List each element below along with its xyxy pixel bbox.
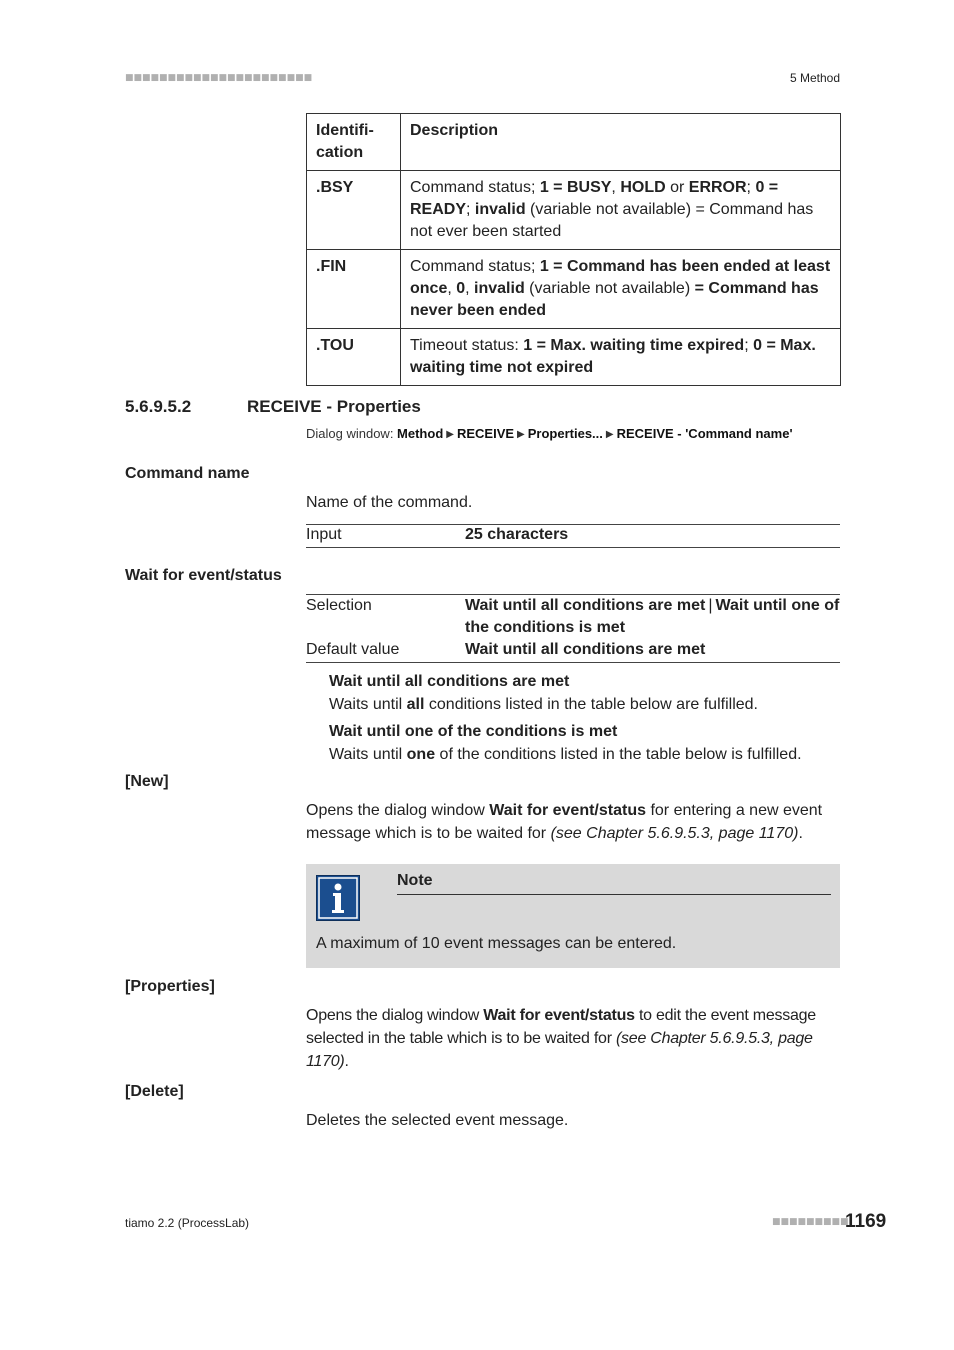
table-cell-description [401,329,841,386]
option-one-title: Wait until one of the conditions is met [329,723,618,740]
selection-option-1: Wait until all conditions are met [465,597,706,614]
text-fragment: , [465,280,475,297]
text-bold: = Command has never been ended [410,280,819,319]
text-fragment: conditions listed in the table below are fulfilled. [424,696,758,713]
dialog-path-prefix: Dialog window: [306,426,398,441]
text-bold: 0 [456,280,466,297]
text-bold: all [406,696,425,713]
selection-option-2: Wait until one of the conditions is met [465,597,840,636]
table-row [307,250,841,329]
text-fragment: . [798,825,803,842]
text-fragment: for entering a new event message which is to be waited for [306,802,823,842]
table-header-description: Description [401,114,841,171]
separator: | [708,597,713,614]
text-bold: 1 = Max. waiting time expired [523,337,745,354]
text-fragment: to edit the event message selected in the table which is to be waited for [306,1007,816,1047]
footer-decoration: ■■■■■■■■■ [772,1217,849,1227]
table-cell-description [401,250,841,329]
info-icon [316,875,360,921]
table-header-identification: Identifi- cation [307,114,401,171]
text-bold: 1 = BUSY [539,179,612,196]
delete-description: Deletes the selected event message. [306,1112,569,1129]
header-decoration: ■■■■■■■■■■■■■■■■■■■■■■ [125,73,313,83]
default-value-value: Wait until all conditions are met [465,641,706,658]
text-fragment: Opens the dialog window [306,1007,484,1024]
selection-key: Selection [306,597,372,614]
delete-button-label: [Delete] [125,1083,184,1100]
text-fragment: , [447,280,457,297]
triangle-right-icon: ▶ [517,429,525,440]
product-name: tiamo 2.2 (ProcessLab) [125,1216,250,1230]
text-bold: 0 = Max. waiting time not expired [410,337,816,376]
text-fragment: Timeout status: [410,337,524,354]
triangle-right-icon: ▶ [446,429,454,440]
text-fragment: ; [466,201,475,218]
text-fragment: ; [744,337,754,354]
dialog-path [306,426,793,441]
text-bold: ERROR [688,179,747,196]
table-header-row [307,114,841,171]
divider [306,547,840,548]
table-row [307,329,841,386]
input-row [306,524,840,546]
table-cell-id: .TOU [307,329,401,386]
text-bold: one [406,746,436,763]
dialog-path-step: Properties... [527,426,603,441]
dialog-path-step: Method [397,426,444,441]
text-fragment: (variable not available) = Command has not ever been started [410,201,814,240]
new-description [306,799,840,845]
dialog-path-step: RECEIVE - 'Command name' [616,426,793,441]
table-cell-id: .BSY [307,171,401,250]
triangle-right-icon: ▶ [605,429,614,440]
info-icon-graphic [317,876,359,920]
text-bold: HOLD [620,179,666,196]
command-name-description: Name of the command. [306,494,473,511]
option-all-title: Wait until all conditions are met [329,673,570,690]
command-name-label: Command name [125,465,250,482]
text-fragment: ; [746,179,756,196]
page-number: 1169 [845,1211,887,1232]
selection-row [306,595,840,639]
text-bold: invalid [474,280,525,297]
note-title: Note [397,872,433,889]
chapter-reference-link[interactable]: (see Chapter 5.6.9.5.3, page 1170) [306,1030,813,1070]
text-bold: 1 = Command has been ended at least once [410,258,831,297]
table-cell-id: .FIN [307,250,401,329]
note-divider [397,894,831,895]
table-row [307,171,841,250]
note-text: A maximum of 10 event messages can be entered. [316,935,677,952]
text-fragment: of the conditions listed in the table below is fulfilled. [435,746,802,763]
default-value-key: Default value [306,641,400,658]
option-one-description [329,746,802,764]
text-fragment: (variable not available) [524,280,695,297]
identification-table [306,113,841,386]
input-value: 25 characters [465,526,569,543]
section-title: RECEIVE - Properties [247,397,421,416]
text-fragment: Command status; [410,179,540,196]
new-button-label: [New] [125,773,169,790]
table-cell-description [401,171,841,250]
text-fragment: or [665,179,689,196]
text-fragment: Waits until [329,696,407,713]
text-bold: invalid [474,201,526,218]
selection-value [465,595,840,639]
text-bold: 0 = READY [410,179,779,218]
chapter-title: 5 Method [789,71,840,85]
wait-for-label: Wait for event/status [125,567,282,584]
text-fragment: Waits until [329,746,407,763]
dialog-path-step: RECEIVE [456,426,515,441]
option-all-description [329,696,758,714]
text-fragment: Command status; [410,258,540,275]
chapter-reference-link[interactable]: (see Chapter 5.6.9.5.3, page 1170) [550,825,799,842]
text-bold: Wait for event/status [489,802,646,819]
input-key: Input [306,526,342,543]
properties-button-label: [Properties] [125,978,215,995]
text-fragment: , [611,179,621,196]
text-bold: Wait for event/status [483,1007,635,1024]
section-number: 5.6.9.5.2 [125,397,192,416]
default-value-row [306,639,840,661]
divider [306,662,840,663]
text-fragment: . [344,1053,349,1070]
properties-description [306,1004,840,1073]
text-fragment: Opens the dialog window [306,802,490,819]
